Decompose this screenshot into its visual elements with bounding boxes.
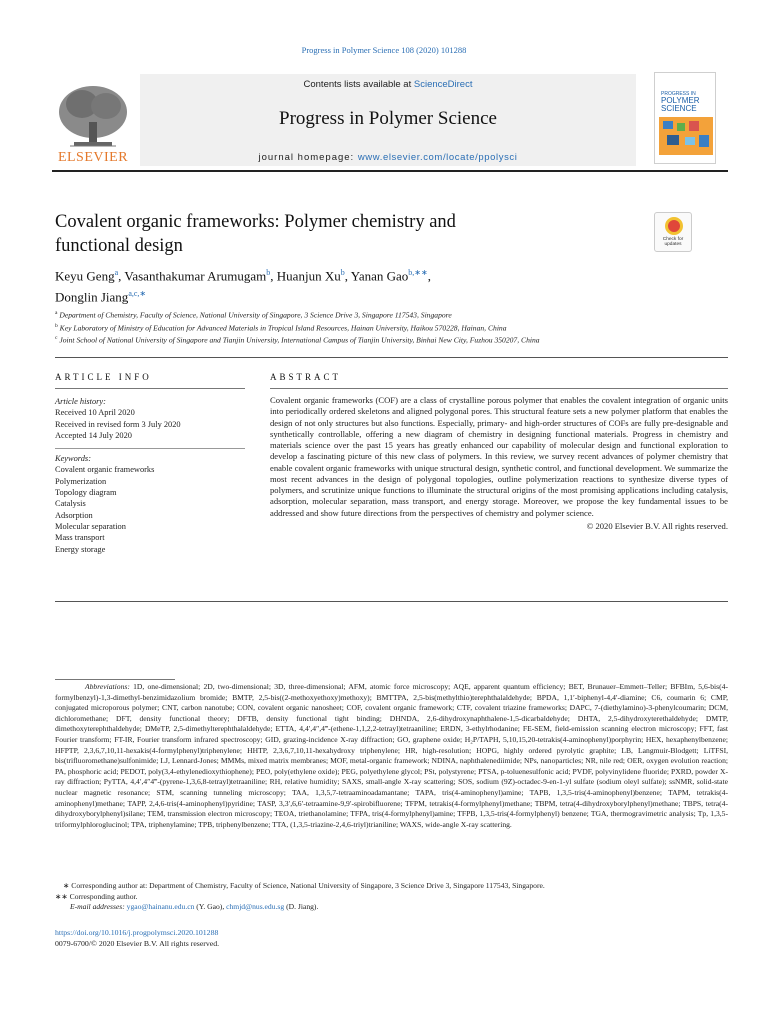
cover-title-line1: PROGRESS IN — [661, 91, 696, 97]
author-separator: , — [427, 268, 431, 284]
affiliation-mark: a — [55, 310, 58, 316]
check-for-updates-badge[interactable] — [654, 212, 692, 252]
affiliations — [55, 308, 715, 346]
abstract — [270, 395, 728, 532]
cover-title — [661, 91, 715, 113]
abstract-text: Covalent organic frameworks (COF) are a class of crystalline porous polymer that enables the covalent integration of organic units into periodically ordered skeletons and aligned polygonal pores. This structural feature sets a new polymer platform that enables the design of not only structures but also functions. Especially, primary- and high-order structures of COFs are fully pre-designable and synthetically controllable, offering a new diagram of chemistry in designing functional materials. Progress in chemistry and materials science over the past 15 years has greatly enhanced our capability of molecular design and functional exploration to develop a fascinating picture of this new class of polymers. In this review, we survey recent advances of polymer chemistry that enable covalent organic frameworks with unique structural design, synthetic control, and functional development. We summarize the most recent advances in the design of polygonal topologies, outline polymerization reactions to synthesize diverse types of polymers, and scrutinize unique functions to illuminate the structural origins of the most promising applications including catalysis, adsorption, molecular separation, mass transport, and energy storage. Moreover, we propose the key fundamental issues to be addressed and show future directions from the perspectives of chemistry and polymer science. — [270, 395, 728, 518]
homepage-label: journal homepage: — [258, 152, 358, 163]
affiliation-text: Joint School of National University of Singapore and Tianjin University, International Campus of Tianjin University, Binhai New City, Fuzhou 350207, China — [59, 335, 540, 345]
journal-reference[interactable]: Progress in Polymer Science 108 (2020) 101288 — [301, 45, 467, 55]
author-name[interactable]: Yanan Gao — [350, 268, 409, 284]
history-item: Received in revised form 3 July 2020 — [55, 419, 181, 429]
corresponding-author-2: ∗∗ Corresponding author. — [55, 891, 138, 901]
history-label: Article history: — [55, 397, 106, 406]
author-affil-mark[interactable]: b,∗∗ — [408, 268, 428, 277]
affiliation-item — [55, 308, 715, 321]
author-affil-mark[interactable]: b — [340, 268, 345, 277]
abbreviations-label: Abbreviations: — [85, 682, 130, 691]
email-line — [55, 902, 728, 913]
corresponding-author-1: ∗ Corresponding author at: Department of Chemistry, Faculty of Science, National University of Singapore, 3 Science Drive 3, Singapore 117543, Singapore. — [63, 881, 545, 890]
author-affil-mark[interactable]: a,c,∗ — [128, 289, 147, 299]
header-rule — [52, 170, 728, 172]
email-label: E-mail addresses: — [70, 902, 127, 912]
abstract-rule — [270, 388, 728, 389]
keyword-item: Energy storage — [55, 544, 106, 554]
elsevier-wordmark: ELSEVIER — [57, 150, 129, 165]
email-owner-gao: (Y. Gao), — [194, 902, 227, 912]
contents-line — [140, 79, 636, 90]
keyword-item: Mass transport — [55, 533, 105, 543]
abstract-heading: ABSTRACT — [270, 372, 342, 382]
keyword-item: Topology diagram — [55, 488, 117, 498]
affiliation-mark: b — [55, 322, 58, 329]
issn-line: 0079-6700/© 2020 Elsevier B.V. All rights reserved. — [55, 939, 220, 948]
sciencedirect-link[interactable]: ScienceDirect — [413, 79, 473, 90]
email-link-gao[interactable]: ygao@hainanu.edu.cn — [126, 902, 195, 912]
journal-cover-thumbnail[interactable] — [654, 72, 716, 164]
keyword-item: Covalent organic frameworks — [55, 465, 155, 475]
doi-link[interactable]: https://doi.org/10.1016/j.progpolymsci.2020.101288 — [55, 928, 219, 937]
author-separator: , — [344, 268, 351, 284]
correspondence-notes — [55, 881, 728, 913]
article-info-rule — [55, 388, 245, 389]
article-info-heading: ARTICLE INFO — [55, 372, 152, 382]
author-separator: , — [270, 268, 277, 284]
author-list — [55, 264, 655, 307]
info-divider — [55, 448, 245, 449]
keyword-item: Molecular separation — [55, 521, 126, 531]
history-item: Received 10 April 2020 — [55, 408, 135, 418]
keyword-item: Polymerization — [55, 476, 107, 486]
crossmark-label: Check for updates — [662, 237, 684, 247]
cover-title-line2: POLYMER — [661, 96, 700, 105]
author-name[interactable]: Keyu Geng — [55, 268, 115, 284]
keyword-item: Adsorption — [55, 510, 93, 520]
email-link-jiang[interactable]: chmjd@nus.edu.sg — [226, 902, 285, 912]
keyword-item: Catalysis — [55, 499, 86, 509]
article-title — [55, 210, 575, 258]
keywords-label: Keywords: — [55, 454, 91, 464]
author-affil-mark[interactable]: b — [266, 268, 271, 277]
contents-prefix: Contents lists available at — [303, 79, 414, 90]
author-name[interactable]: Vasanthakumar Arumugam — [124, 268, 267, 284]
affiliation-item — [55, 321, 715, 334]
author-affil-mark[interactable]: a — [114, 268, 119, 277]
affiliation-item — [55, 333, 715, 346]
section-rule — [55, 357, 728, 358]
title-line-2: functional design — [55, 236, 183, 256]
cover-artwork — [659, 117, 713, 155]
homepage-link[interactable]: www.elsevier.com/locate/ppolysci — [357, 152, 518, 163]
crossmark-icon — [665, 217, 683, 235]
abstract-bottom-rule — [55, 601, 728, 602]
affiliation-text: Key Laboratory of Ministry of Education for Advanced Materials in Tropical Island Resources, Hainan University, Haikou 570228, Hainan, China — [59, 323, 507, 333]
email-owner-jiang: (D. Jiang). — [284, 902, 319, 912]
doi-block — [55, 927, 219, 949]
affiliation-mark: c — [55, 335, 58, 342]
author-name[interactable]: Donglin Jiang — [55, 289, 129, 305]
article-info — [55, 396, 255, 555]
cover-title-line3: SCIENCE — [661, 104, 697, 113]
journal-title: Progress in Polymer Science — [279, 108, 497, 129]
footnote-rule — [55, 679, 175, 680]
author-name[interactable]: Huanjun Xu — [276, 268, 341, 284]
history-item: Accepted 14 July 2020 — [55, 430, 132, 440]
abbreviations-text: 1D, one-dimensional; 2D, two-dimensional; 3D, three-dimensional; AFM, atomic force microscopy; AQE, apparent quantum efficiency; BET, Brunauer–Emmett–Teller; BFBIm, 5,6-bis(4-formylbenzyl)-1,3-dimethyl-benzimidazolium bromide; BMTP, 2,5-bis((2-methoxyethoxy)methoxy); BMTTPA, 2,5-bis(methylthio)terephthalaldehyde; BPDA, 1,1′-biphenyl-4,4′-diamine; C6, coumarin 6; CMP, conjugated microporous polymer; CNT, carbon nanotube; CON, covalent organic nanosheet; COF, covalent organic framework; CTF, covalent triazine frameworks; DAPC, 7-(diethylamino)-3-phenylcoumarin; DCM, dichloromethane; DFT, density functional theory; DFTB, density functional tight binding; DHNDA, 2,6-dihydroxynaphthalene-1,5-dicarbaldehyde; DHTA, 2,5-dihydroxyterethaldehyde; DMTP, dimethoxyterephthaldehyde; DMeTP, 2,5-dimethylterephthalaldehyde; ETTA, 4,4′,4″,4‴-(ethene-1,1,2,2-tetrayl)tetraaniline; ERDN, 3-ethylrhodanine; FE-SEM, field-emission scanning electron microscopy; FFT, fast Fourier transform; FT-IR, Fourier transform infrared spectroscopy; GID, grazing-incidence X-ray diffraction; GO, graphene oxide; H₂P/TAPH, 5,10,15,20-tetrakis(4-aminophenyl)porphyrin; HEX, hexaphenylbenzene; HFPTP, 2,3,6,7,10,11-hexakis(4-formylphenyl)triphenylene; HHTP, 2,3,6,7,10,11-hexahydroxy triphenylene; HR, high-resolution; HOPG, highly ordered pyrolytic graphite; LB, Langmuir-Blodgett; LiTFSI, bis(trifluoromethane)sulfonimide; LJ, Lennard-Jones; MMMs, mixed matrix membranes; MOF, metal-organic framework; NDINA, naphthalenediimide; NPs, nanoparticles; NR, nile red; OER, oxygen evolution reaction; PA, phosphoric acid; PEDOT, poly(3,4-ethylenedioxythiophene); PEO, poly(ethylene oxide); PEG, polyethylene glycol; PSt, polystyrene; PTSA, p-toluenesulfonic acid; PVDF, polyvinylidene fluoride; PXRD, powder X-ray diffraction; PyTTA, 4,4′,4″4‴-(pyrene-1,3,6,8-tetrayl)tetraaniline; RH, relative humidity; SAXS, small-angle X-ray scattering; SOS, sodium (9Z)-octadec-9-en-1-yl sulfate (sodium oleyl sulfate); ssNMR, solid-state nuclear magnetic resonance; STM, scanning tunneling microscopy; TAA, 1,3,5,7-tetraaminoadamantane; TAPA, tris(4-aminophenyl)amine; TAPB, 1,3,5-tris(4-aminophenyl)benzene; TAPM, tetrakis(4-aminophenyl)methane; TAPP, 2,4,6-tris(4-aminophenyl)pyridine; TASP, 3,3′,6,6′-tetraamine-9,9′-spirobifluorene; TFPM, tetrakis(4-formylphenyl)methane; TBPM, tetra(4-dihydroxyborylphenyl)methane; TBPS, tetra(4-dihydroxyborylphenyl)silane; TEM, transmission electron microscopy; TEOA, triethanolamine; TFPA, tris(4-formylphenyl)amine; TFPB, 1,3,5-tris(4-formylphenyl) benzene; TGA, thermogravimetric analysis; Tp, 1,3,5-triformylphloroglucinol; TPA, triphenylamine; TPB, triphenylbenzene; TTA, (1,3,5-triazine-2,4,6-triyl)trianiline; WAXS, wide-angle X-ray scattering. — [55, 682, 728, 829]
affiliation-text: Department of Chemistry, Faculty of Science, National University of Singapore, 3 Science Drive 3, Singapore 117543, Singapore — [59, 310, 452, 320]
copyright-notice: © 2020 Elsevier B.V. All rights reserved. — [586, 520, 728, 531]
title-line-1: Covalent organic frameworks: Polymer chemistry and — [55, 212, 456, 232]
abbreviations-footnote — [55, 682, 728, 830]
author-separator: , — [118, 268, 125, 284]
homepage-line — [140, 152, 636, 163]
